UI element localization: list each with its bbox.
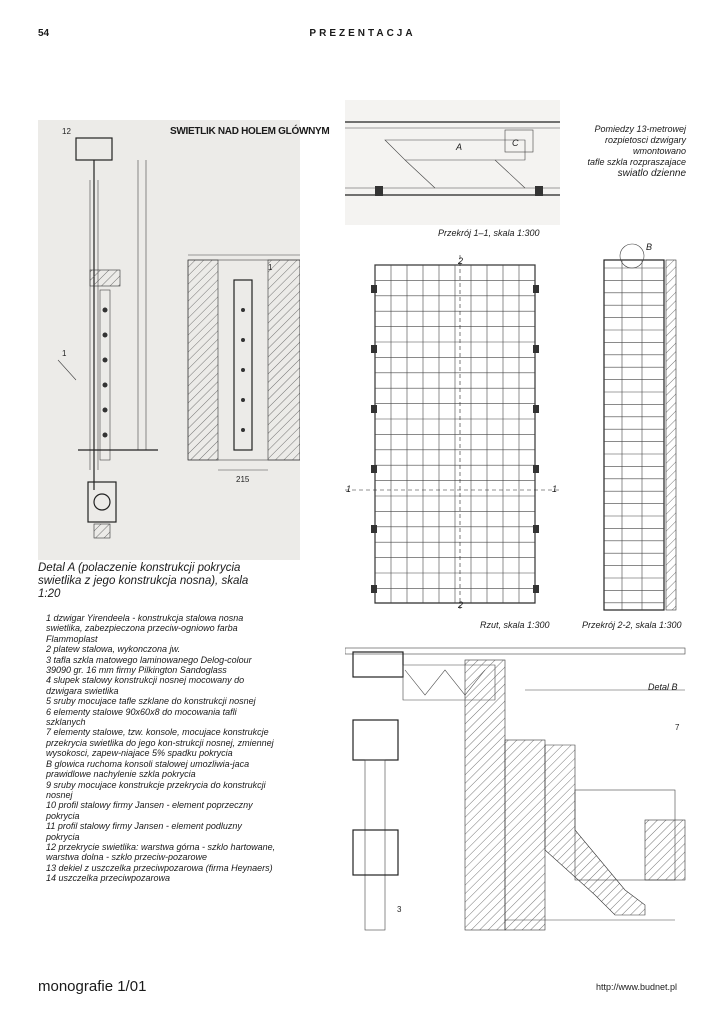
- legend-item: 6 elementy stalowe 90x60x8 do mocowania tafli szklanych: [46, 706, 237, 728]
- section-2-2-drawing: [592, 240, 687, 615]
- legend-item: B glowica ruchoma konsoli stalowej umozliwia-jaca prawidlowe nachylenie szkla pokrycia: [46, 758, 250, 780]
- svg-text:7: 7: [675, 723, 680, 732]
- annotation-line: rozpietosci dzwigary: [604, 135, 686, 145]
- detail-a-caption: Detal A (polaczenie konstrukcji pokrycia swietlika z jego konstrukcja nosna), skala 1:20: [38, 562, 249, 600]
- plan-label: Rzut, skala 1:300: [480, 620, 550, 630]
- legend-item: 11 profil stalowy firmy Jansen - element podluzny pokrycia: [46, 821, 242, 842]
- skylight-annotation: [580, 124, 686, 179]
- svg-text:12: 12: [62, 127, 71, 136]
- page-number: 54: [38, 28, 50, 39]
- legend-item: 12 przekrycie swietlika: warstwa górna - szklo hartowane, warstwa dolna - szklo przeciw-pozarowe: [46, 841, 276, 863]
- svg-text:1: 1: [268, 263, 273, 272]
- svg-text:215: 215: [236, 475, 250, 484]
- section-title: PREZENTACJA: [309, 28, 416, 39]
- detail-b-drawing: [345, 640, 687, 935]
- legend-item: 7 elementy stalowe, tzw. konsole, mocujace konstrukcje przekrycia swietlika do jego kon-strukcji nosnej, zmiennej wysokosci, zapew-niajace 5% spadku pokrycia: [46, 727, 274, 759]
- legend-item: 2 platew stalowa, wykonczona jw.: [46, 644, 181, 655]
- legend-item: 10 profil stalowy firmy Jansen - element poprzeczny pokrycia: [46, 800, 253, 821]
- footer-issue: monografie 1/01: [38, 978, 147, 995]
- annotation-line: tafle szkla rozpraszajace: [587, 157, 686, 167]
- legend-item: 1 dzwigar Yirendeela - konstrukcja stalowa nosna swietlika, zabezpieczona przeciw-ogniowo farba Flammoplast: [46, 613, 244, 644]
- marker-1-left: 1: [346, 484, 352, 494]
- legend-item: 3 tafla szkla matowego laminowanego Delog-colour 39090 gr. 16 mm firmy Pilkington Sandoglass: [46, 654, 252, 676]
- annotation-line: wmontowano: [632, 146, 686, 156]
- marker-2-top: 2: [458, 256, 464, 266]
- legend-list: [46, 613, 276, 884]
- annotation-line: Pomiedzy 13-metrowej: [594, 124, 686, 134]
- footer-url[interactable]: http://www.budnet.pl: [596, 982, 678, 992]
- svg-text:1: 1: [62, 349, 67, 358]
- annotation-highlight: swiatlo dzienne: [617, 168, 686, 179]
- marker-a: A: [456, 142, 463, 152]
- section-1-1-drawing: [345, 100, 560, 225]
- legend-item: 5 sruby mocujace tafle szklane do konstrukcji nosnej: [46, 696, 256, 707]
- detail-a-title: SWIETLIK NAD HOLEM GLÓWNYM: [170, 126, 330, 137]
- legend-item: 13 dekiel z uszczelka przeciwpozarowa (firma Heynaers): [46, 862, 273, 873]
- marker-b: B: [646, 242, 653, 252]
- svg-text:3: 3: [397, 905, 402, 914]
- detail-a-drawing: [38, 120, 300, 560]
- section-1-1-label: Przekrój 1–1, skala 1:300: [438, 228, 540, 238]
- marker-1-right: 1: [552, 484, 558, 494]
- marker-2-bottom: 2: [458, 600, 464, 610]
- section-2-2-label: Przekrój 2-2, skala 1:300: [582, 620, 682, 630]
- legend-item: 9 sruby mocujace konstrukcje przekrycia do konstrukcji nosnej: [46, 779, 266, 800]
- plan-drawing: [345, 245, 560, 615]
- legend-item: 14 uszczelka przeciwpozarowa: [46, 873, 171, 884]
- legend-item: 4 slupek stalowy konstrukcji nosnej mocowany do dzwigara swietlika: [46, 675, 245, 696]
- detail-b-label: Detal B: [648, 682, 678, 692]
- marker-c: C: [512, 138, 519, 148]
